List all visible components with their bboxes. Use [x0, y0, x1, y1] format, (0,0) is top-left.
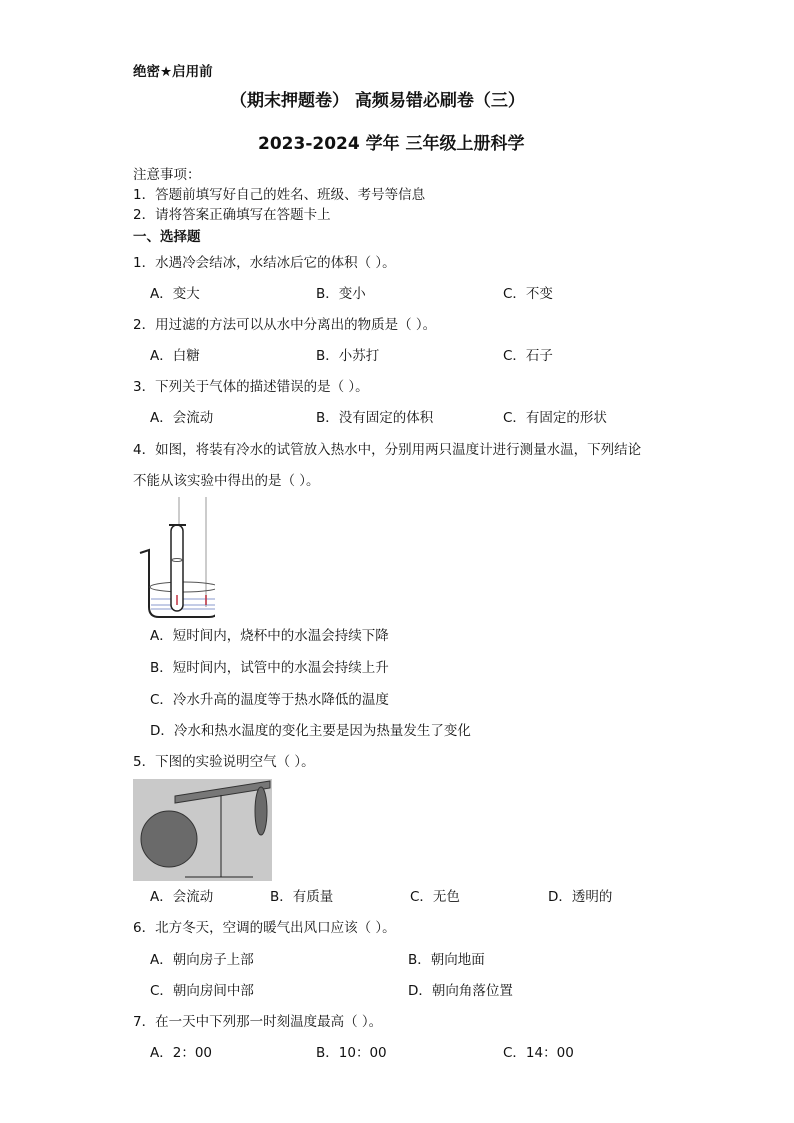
option: B．短时间内，试管中的水温会持续上升	[150, 660, 389, 676]
option: B．有质量	[270, 889, 334, 905]
note-item: 2．请将答案正确填写在答题卡上	[133, 207, 331, 223]
beaker-thermometer-figure	[135, 495, 215, 620]
question-stem: 5．下图的实验说明空气（ ）。	[133, 754, 315, 770]
option: B．变小	[316, 286, 366, 302]
option: D．朝向角落位置	[408, 983, 513, 999]
question-stem: 1．水遇冷会结冰，水结冰后它的体积（ ）。	[133, 255, 396, 271]
exam-title: （期末押题卷） 高频易错必刷卷（三）	[230, 91, 525, 111]
question-stem: 4．如图，将装有冷水的试管放入热水中，分别用两只温度计进行测量水温，下列结论	[133, 442, 642, 458]
option: D．透明的	[548, 889, 613, 905]
option: C．冷水升高的温度等于热水降低的温度	[150, 692, 389, 708]
option: B．没有固定的体积	[316, 410, 434, 426]
option: C．有固定的形状	[503, 410, 607, 426]
question-stem: 3．下列关于气体的描述错误的是（ ）。	[133, 379, 369, 395]
option: B．朝向地面	[408, 952, 485, 968]
option: A．会流动	[150, 410, 214, 426]
option: B．10：00	[316, 1045, 387, 1061]
option: A．会流动	[150, 889, 214, 905]
notes-heading: 注意事项：	[133, 167, 201, 183]
option: A．朝向房子上部	[150, 952, 254, 968]
note-item: 1．答题前填写好自己的姓名、班级、考号等信息	[133, 187, 426, 203]
option: A．白糖	[150, 348, 200, 364]
option: C．14：00	[503, 1045, 574, 1061]
option: A．变大	[150, 286, 200, 302]
question-stem-cont: 不能从该实验中得出的是（ ）。	[133, 473, 320, 489]
question-stem: 2．用过滤的方法可以从水中分离出的物质是（ ）。	[133, 317, 437, 333]
balloon-balance-figure	[133, 779, 272, 881]
option: D．冷水和热水温度的变化主要是因为热量发生了变化	[150, 723, 471, 739]
option: C．朝向房间中部	[150, 983, 254, 999]
exam-subtitle: 2023-2024 学年 三年级上册科学	[258, 134, 525, 154]
question-stem: 7．在一天中下列那一时刻温度最高（ ）。	[133, 1014, 383, 1030]
option: C．无色	[410, 889, 460, 905]
option: A．2：00	[150, 1045, 213, 1061]
option: C．石子	[503, 348, 553, 364]
question-stem: 6．北方冬天，空调的暖气出风口应该（ ）。	[133, 920, 396, 936]
section-heading: 一、选择题	[133, 229, 201, 245]
option: B．小苏打	[316, 348, 380, 364]
option: C．不变	[503, 286, 553, 302]
option: A．短时间内，烧杯中的水温会持续下降	[150, 628, 389, 644]
secret-label: 绝密★启用前	[133, 64, 213, 80]
